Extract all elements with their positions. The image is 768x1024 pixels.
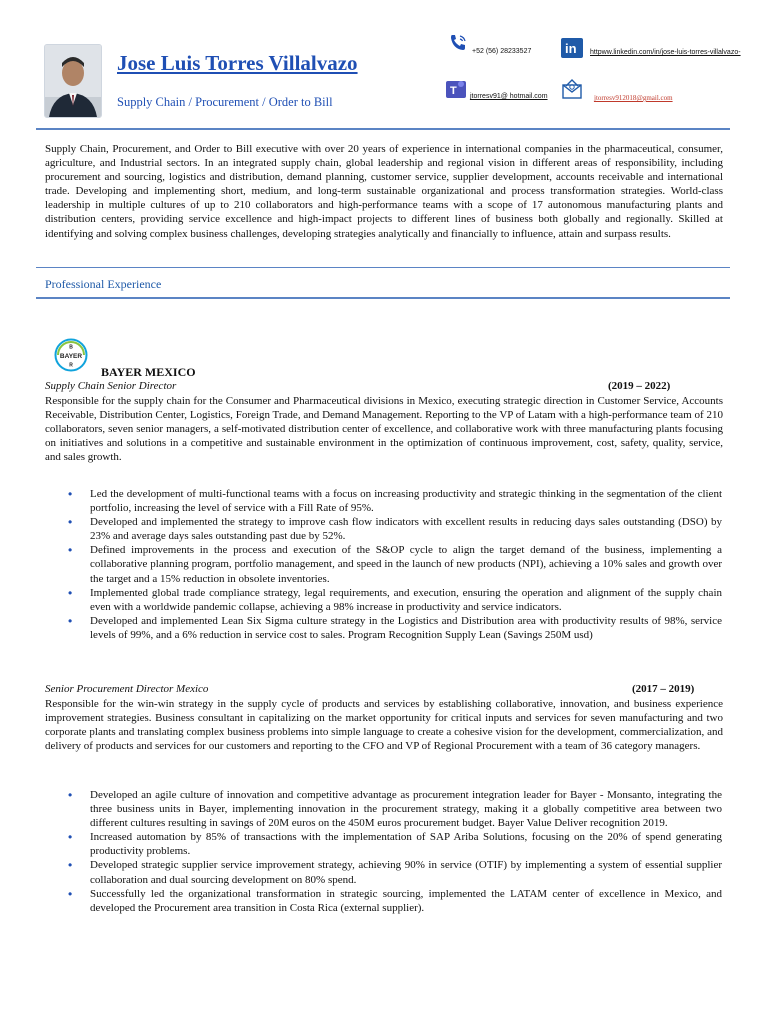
svg-text:R: R (69, 362, 73, 369)
profile-summary: Supply Chain, Procurement, and Order to Bill executive with over 20 years of experience in international companies in the pharmaceutical, consumer, agriculture, and Industrial sectors. In an integrated supply chain, global leadership and regional vision in different areas of responsibility, including procurement and sourcing, logistics and distribution, demand planning, customer service, supplier development, accounts receivable and international trade. Developing and implementing short, medium, and long-term sustainable organizational and process transformation strategies. World-class leadership in multiple cultures of up to 210 collaborators and high-performance teams with a scope of 17 autonomous manufacturing plants and distribution centers, providing service excellence and high-impact projects to different lines of business both globally and regionally. Skilled at identifying and solving complex business challenges, developing strategies analytically and financially to influence, attain and surpass results. (45, 143, 723, 240)
linkedin-link[interactable]: httpww.linkedin.com/in/jose-luis-torres-villalvazo- (590, 49, 741, 56)
bullet-icon: • (68, 788, 73, 802)
bullet-icon: • (68, 886, 73, 901)
bullet-icon: • (68, 543, 73, 558)
summary-divider (36, 267, 730, 268)
role-dates: (2017 – 2019) (632, 683, 695, 695)
email-address[interactable]: jtorresv912018@gmail.com (594, 94, 673, 102)
bullet-icon: • (68, 613, 73, 628)
company-name: BAYER MEXICO (101, 365, 196, 379)
svg-text:in: in (565, 41, 577, 56)
svg-text:B: B (69, 344, 73, 351)
list-item: • Led the development of multi-functional teams with a focus on increasing productivity and strategic thinking in the segmentation of the client portfolio, increasing the level of service with a Fill Rate of 95%. (68, 487, 722, 515)
phone-number: +52 (56) 28233527 (472, 48, 532, 55)
logo-text: BAYER (59, 353, 83, 360)
teams-icon (445, 78, 467, 100)
phone-icon (447, 32, 469, 54)
list-item: • Developed an agile culture of innovation and competitive advantage as procurement integration leader for Bayer - Monsanto, integrating the three business units in Bayer, implementing innovation in the procurement strategy, making it a globally competitive area between two different cultures resulting in savings of 20M euros on the 450M euros procurement budget. Bayer Value Deliver recognition 2019. (68, 788, 722, 830)
list-item: • Developed and implemented Lean Six Sigma culture strategy in the Logistics and Distribution area with productivity results of 98%, service levels of 99%, and a 6% reduction in service cost to sales. Program Recognition Supply Lean (Savings 250M usd) (68, 613, 722, 641)
section-divider (36, 297, 730, 299)
role-title: Senior Procurement Director Mexico (45, 683, 209, 695)
bullet-icon: • (68, 487, 73, 501)
section-title: Professional Experience (45, 277, 162, 291)
list-item: • Successfully led the organizational transformation in strategic sourcing, implemented the LATAM center of excellence in Mexico, and developed the Procurement area transition in Costa Rica (external supplier). (68, 886, 722, 914)
profile-photo (44, 44, 102, 118)
svg-text:T: T (450, 85, 457, 97)
list-item: • Developed strategic supplier service improvement strategy, achieving 90% in service (OTIF) by implementing a system of essential supplier collaboration and dual sourcing development on 80% spend. (68, 858, 722, 886)
linkedin-icon[interactable] (561, 38, 583, 60)
bullet-icon: • (68, 858, 73, 873)
role-title: Supply Chain Senior Director (45, 380, 177, 392)
candidate-name: Jose Luis Torres Villalvazo (117, 51, 358, 75)
list-item: • Developed and implemented the strategy to improve cash flow indicators with excellent results in reducing days sales outstanding (DSO) by 23% and average days sales outstanding past due by 52%. (68, 515, 722, 543)
bullet-icon: • (68, 830, 73, 845)
bayer-logo (54, 338, 88, 372)
role-description: Responsible for the win-win strategy in the supply cycle of products and services by establishing collaborative, innovation, and business experience improvement strategies. Business consultant in capitalizing on the market opportunity for critical inputs and services for seven manufacturing and two corporate plants and translating complex business problems into simple language to create a cohesive vision for the development, commercialization, and delivery of products and services for our customers and reporting to the CFO and VP of Regional Procurement with a team of 36 category managers. (45, 698, 723, 753)
achievement-list (68, 487, 722, 642)
role-dates: (2019 – 2022) (608, 380, 671, 392)
candidate-subtitle: Supply Chain / Procurement / Order to Bill (117, 95, 333, 109)
bullet-icon: • (68, 585, 73, 600)
list-item: • Increased automation by 85% of transactions with the implementation of SAP Ariba Solutions, focusing on the 20% of spend generating productivity problems. (68, 830, 722, 858)
list-item: • Implemented global trade compliance strategy, legal requirements, and execution, ensuring the operation and alignment of the supply chain even with a worldwide pandemic collapse, achieving a 98% increase in productivity and service indicators. (68, 585, 722, 613)
achievement-list (68, 788, 722, 915)
list-item: • Defined improvements in the process and execution of the S&OP cycle to align the target demand of the business, implementing a collaborative planning program, portfolio management, and speed in the launch of new products (NPI), achieving a 10% sales and growth over the target and a 15% reduction in obsolete inventories. (68, 543, 722, 585)
email-icon (561, 78, 583, 100)
header-divider (36, 128, 730, 130)
teams-address[interactable]: jtorresv91@ hotmail.com (470, 93, 548, 100)
role-description: Responsible for the supply chain for the Consumer and Pharmaceutical divisions in Mexico, executing strategic direction in Customer Service, Accounts Receivable, Distribution Center, Logistics, Foreign Trade, and Demand Management. Reporting to the VP of Latam with a high-performance team of 210 collaborators, seven senior managers, a self-motivated distribution center of excellence, and collaborative work with three manufacturing plants focusing on initiatives and solutions in a competitive and sustainable environment in the optimization of continuous improvement, cost, safety, quality, service, and sales growth. (45, 395, 723, 464)
bullet-icon: • (68, 515, 73, 530)
